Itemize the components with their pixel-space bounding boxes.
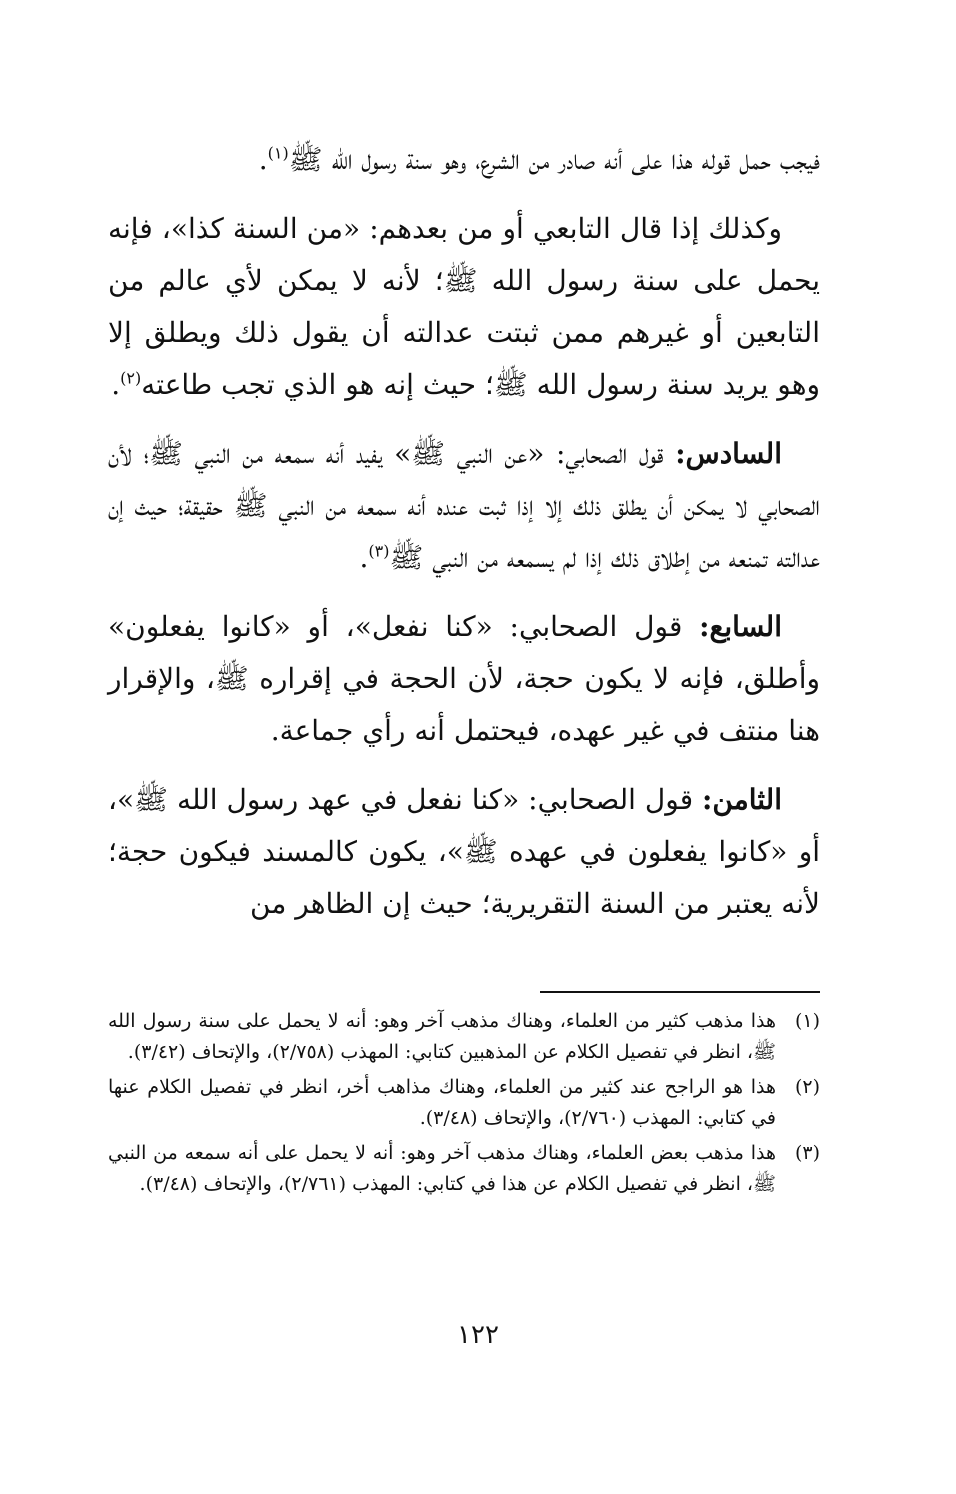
paragraph-1-end: .	[258, 143, 268, 176]
paragraph-2-end: .	[111, 368, 121, 401]
paragraph-4-heading: السابع:	[699, 610, 782, 643]
footnote-ref-3: (٣)	[368, 541, 390, 561]
footnote-ref-2: (٢)	[120, 368, 142, 388]
footnote-3-text: هذا مذهب بعض العلماء، وهناك مذهب آخر وهو: أنه لا يحمل على أنه سمعه من النبي ﷺ، انظر في تفصيل الكلام عن هذا في كتابي: المهذب (٢/٧٦١)، والإتحاف (٣/٤٨).	[108, 1142, 776, 1195]
paragraph-1	[108, 134, 820, 186]
paragraph-5-heading: الثامن:	[702, 783, 782, 816]
paragraph-1-text: فيجب حمل قوله هذا على أنه صادر من الشرع، وهو سنة رسول الله ﷺ	[288, 143, 820, 176]
footnote-divider	[540, 991, 820, 993]
paragraph-4-text: قول الصحابي: «كنا نفعل»، أو «كانوا يفعلون» وأطلق، فإنه لا يكون حجة، لأن الحجة في إقراره ﷺ، والإقرار هنا منتف في غير عهده، فيحتمل أنه رأي جماعة.	[108, 610, 820, 747]
page-number: ١٢٢	[457, 1320, 499, 1350]
footnote-2-number: (٢)	[794, 1076, 820, 1098]
footnote-1	[108, 1006, 820, 1068]
paragraph-5	[108, 774, 820, 930]
paragraph-2-text: وكذلك إذا قال التابعي أو من بعدهم: «من السنة كذا»، فإنه يحمل على سنة رسول الله ﷺ؛ لأنه لا يمكن لأي عالم من التابعين أو غيرهم ممن ثبتت عدالته أن يقول ذلك ويطلق إلا وهو يريد سنة رسول الله ﷺ؛ حيث إنه هو الذي تجب طاعته	[108, 212, 820, 401]
paragraph-3-end: .	[359, 541, 369, 574]
main-text	[108, 134, 820, 947]
paragraph-3-text: قول الصحابي: «عن النبي ﷺ» يفيد أنه سمعه من النبي ﷺ؛ لأن الصحابي لا يمكن أن يطلق ذلك إلا إذا ثبت عنده أنه سمعه من النبي ﷺ حقيقة؛ حيث إن عدالته تمنعه من إطلاق ذلك إذا لم يسمعه من النبي ﷺ	[108, 437, 820, 574]
footnote-ref-1: (١)	[267, 143, 289, 163]
footnote-3	[108, 1138, 820, 1200]
footnote-3-number: (٣)	[794, 1142, 820, 1164]
footnote-1-number: (١)	[794, 1010, 820, 1032]
paragraph-3-heading: السادس:	[675, 437, 782, 470]
footnote-1-text: هذا مذهب كثير من العلماء، وهناك مذهب آخر وهو: أنه لا يحمل على سنة رسول الله ﷺ، انظر في تفصيل الكلام عن المذهبين كتابي: المهذب (٢/٧٥٨)، والإتحاف (٣/٤٢).	[108, 1010, 776, 1063]
paragraph-5-text: قول الصحابي: «كنا نفعل في عهد رسول الله ﷺ»، أو «كانوا يفعلون في عهده ﷺ»، يكون كالمسند فيكون حجة؛ لأنه يعتبر من السنة التقريرية؛ حيث إن الظاهر من	[108, 783, 820, 920]
paragraph-3	[108, 428, 820, 584]
footnote-2-text: هذا هو الراجح عند كثير من العلماء، وهناك مذاهب أخر، انظر في تفصيل الكلام عنها في كتابي: المهذب (٢/٧٦٠)، والإتحاف (٣/٤٨).	[108, 1076, 776, 1129]
footnotes	[108, 1006, 820, 1204]
footnote-2	[108, 1072, 820, 1134]
paragraph-2	[108, 203, 820, 411]
paragraph-4	[108, 601, 820, 757]
